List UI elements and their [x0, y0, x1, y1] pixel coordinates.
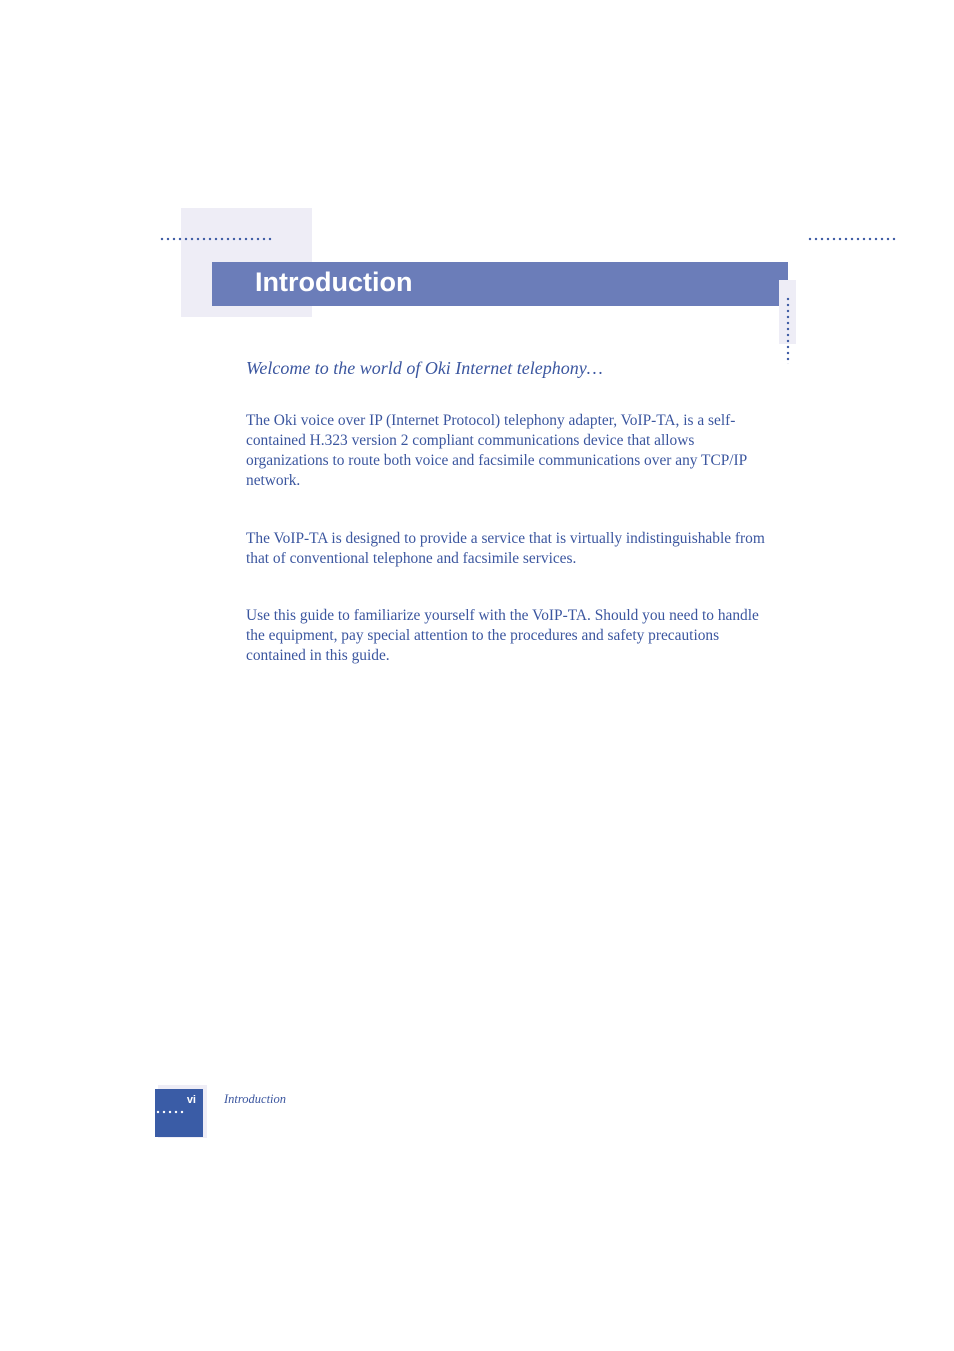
main-content	[246, 355, 771, 666]
page-number-box	[155, 1089, 203, 1137]
page-number: vi	[186, 1094, 196, 1106]
page-title: Introduction	[255, 267, 413, 297]
footer-section-label: Introduction	[224, 1092, 287, 1106]
header-dotted-rule-right	[807, 236, 897, 242]
header-dotted-rule-left	[159, 236, 273, 242]
intro-paragraph-3: Use this guide to familiarize yourself with the VoIP-TA. Should you need to handle the equipment, pay special attention to the procedures and safety precautions contained in this guide.	[246, 607, 759, 664]
title-dotted-rule-vertical	[785, 296, 791, 364]
title-bar	[212, 262, 788, 306]
welcome-heading: Welcome to the world of Oki Internet telephony…	[246, 358, 603, 378]
intro-paragraph-1: The Oki voice over IP (Internet Protocol) telephony adapter, VoIP-TA, is a self-contained H.323 version 2 compliant communications device that allows organizations to route both voice and facsimile communications over any TCP/IP network.	[246, 412, 747, 489]
intro-paragraph-2: The VoIP-TA is designed to provide a service that is virtually indistinguishable from that of conventional telephone and facsimile services.	[246, 530, 765, 567]
footer-dotted-rule	[155, 1109, 186, 1115]
